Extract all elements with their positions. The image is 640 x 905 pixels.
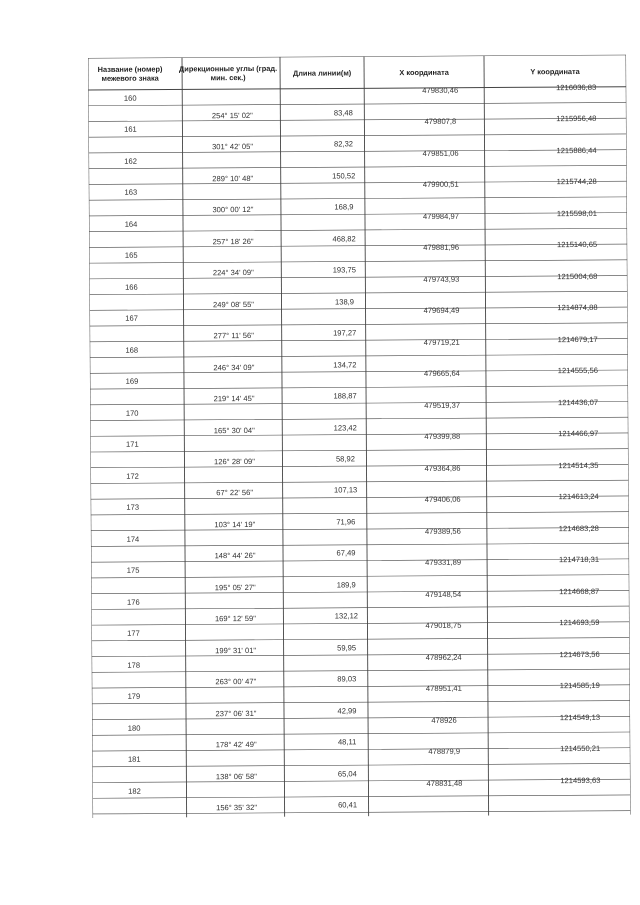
point-x-coordinate: 479665,64 xyxy=(423,369,460,379)
segment-direction-angle: 300° 00' 12" xyxy=(212,205,254,215)
row-rule xyxy=(88,102,626,105)
point-y-coordinate: 1214436,07 xyxy=(557,397,599,407)
header-y: Y координата xyxy=(530,66,580,76)
segment-direction-angle: 195° 05' 27" xyxy=(214,582,256,593)
row-rule xyxy=(91,543,629,546)
segment-direction-angle: 224° 34' 09" xyxy=(212,268,254,278)
point-name: 165 xyxy=(124,251,138,261)
header-length: Длина линии(м) xyxy=(292,67,352,78)
point-name: 174 xyxy=(126,534,140,544)
row-rule xyxy=(92,701,630,704)
point-y-coordinate: 1215140,65 xyxy=(556,240,598,250)
point-name: 176 xyxy=(126,597,140,607)
point-y-coordinate: 1214550,21 xyxy=(560,743,601,754)
segment-direction-angle: 138° 06' 58" xyxy=(215,771,257,782)
segment-direction-angle: 178° 42' 49" xyxy=(215,740,257,750)
point-x-coordinate: 479807,8 xyxy=(424,117,457,127)
point-y-coordinate: 1214679,17 xyxy=(557,334,598,344)
segment-direction-angle: 237° 06' 31" xyxy=(215,708,257,719)
row-rule xyxy=(89,291,627,294)
point-x-coordinate: 478831,48 xyxy=(426,778,463,788)
row-rule xyxy=(90,386,628,389)
point-x-coordinate: 479406,06 xyxy=(424,494,461,505)
segment-length: 168,9 xyxy=(334,202,354,212)
segment-direction-angle: 249° 08' 55" xyxy=(212,299,255,309)
segment-direction-angle: 103° 14' 19" xyxy=(214,519,256,530)
point-y-coordinate: 1214585,19 xyxy=(559,680,600,691)
point-x-coordinate: 478962,24 xyxy=(425,652,462,662)
point-y-coordinate: 1214613,24 xyxy=(558,492,599,502)
segment-direction-angle: 263° 00' 47" xyxy=(215,677,257,687)
point-name: 166 xyxy=(125,282,138,292)
segment-direction-angle: 169° 12' 59" xyxy=(214,614,256,624)
point-y-coordinate: 1214683,28 xyxy=(558,523,599,533)
row-rule xyxy=(92,638,630,641)
segment-length: 67,49 xyxy=(336,548,356,558)
point-y-coordinate: 1214874,88 xyxy=(557,303,598,313)
point-name: 181 xyxy=(127,754,141,764)
segment-length: 48,11 xyxy=(337,737,357,747)
point-y-coordinate: 1215886,44 xyxy=(556,145,597,156)
row-rule xyxy=(89,228,627,231)
point-y-coordinate: 1214718,31 xyxy=(558,555,600,565)
point-x-coordinate: 479851,06 xyxy=(422,148,459,158)
segment-direction-angle: 301° 42' 05" xyxy=(212,142,254,152)
segment-direction-angle: 156° 35' 32" xyxy=(216,803,258,813)
point-name: 170 xyxy=(125,408,139,418)
point-name: 168 xyxy=(125,345,139,355)
segment-direction-angle: 277° 11' 56" xyxy=(213,331,254,341)
point-x-coordinate: 479364,86 xyxy=(424,463,461,473)
point-x-coordinate: 479389,56 xyxy=(424,526,461,536)
point-x-coordinate: 479018,75 xyxy=(425,620,462,631)
point-name: 169 xyxy=(125,376,139,387)
row-rule xyxy=(93,795,631,798)
point-name: 160 xyxy=(123,93,137,103)
point-y-coordinate: 1214673,56 xyxy=(559,649,600,659)
row-rule xyxy=(92,763,630,766)
point-name: 162 xyxy=(124,156,137,166)
point-x-coordinate: 479881,96 xyxy=(423,243,460,253)
point-x-coordinate: 479331,89 xyxy=(425,557,462,568)
point-name: 180 xyxy=(127,723,141,733)
point-name: 161 xyxy=(124,125,137,135)
segment-direction-angle: 257° 18' 26" xyxy=(212,236,254,246)
segment-length: 150,52 xyxy=(332,171,356,181)
segment-length: 71,96 xyxy=(336,517,356,527)
segment-direction-angle: 126° 28' 09" xyxy=(213,456,255,467)
segment-length: 193,75 xyxy=(332,265,356,275)
segment-length: 83,48 xyxy=(333,108,353,118)
segment-length: 134,72 xyxy=(333,359,357,370)
row-rule xyxy=(89,197,627,200)
point-name: 163 xyxy=(124,188,138,198)
segment-length: 65,04 xyxy=(337,769,357,779)
point-y-coordinate: 1215598,01 xyxy=(556,208,597,219)
point-y-coordinate: 1215744,28 xyxy=(556,177,597,187)
row-rule xyxy=(91,575,629,578)
row-rule xyxy=(91,606,629,609)
point-name: 179 xyxy=(127,691,141,701)
point-y-coordinate: 1214668,87 xyxy=(559,586,600,596)
point-name: 182 xyxy=(128,786,141,796)
row-rule xyxy=(93,811,631,814)
segment-length: 132,12 xyxy=(334,611,359,621)
row-rule xyxy=(91,480,629,483)
segment-length: 58,92 xyxy=(335,454,355,464)
segment-length: 468,82 xyxy=(332,234,356,244)
segment-length: 189,9 xyxy=(336,580,356,590)
segment-length: 60,41 xyxy=(338,800,358,810)
segment-direction-angle: 199° 31' 01" xyxy=(215,645,257,656)
row-rule xyxy=(89,165,627,168)
row-rule xyxy=(92,669,630,672)
header-angle: Дирекционные углы (град. мин. сек.) xyxy=(178,63,278,83)
point-y-coordinate: 1215004,68 xyxy=(557,271,598,281)
segment-length: 59,95 xyxy=(337,643,357,653)
segment-direction-angle: 67° 22' 56" xyxy=(216,488,254,498)
point-name: 164 xyxy=(124,219,138,229)
point-x-coordinate: 479743,93 xyxy=(423,274,460,284)
point-y-coordinate: 1214693,59 xyxy=(559,618,600,628)
row-rule xyxy=(90,354,628,357)
point-name: 177 xyxy=(127,628,140,638)
coordinates-table xyxy=(88,55,631,818)
segment-length: 188,87 xyxy=(333,391,357,401)
row-rule xyxy=(90,417,628,420)
point-x-coordinate: 479900,51 xyxy=(422,180,459,190)
row-rule xyxy=(90,449,628,452)
point-x-coordinate: 478879,9 xyxy=(428,746,461,756)
segment-direction-angle: 254° 15' 02" xyxy=(211,110,253,120)
point-x-coordinate: 479830,46 xyxy=(422,85,459,95)
point-name: 172 xyxy=(126,471,139,481)
point-y-coordinate: 1214549,13 xyxy=(559,712,601,722)
point-x-coordinate: 479519,37 xyxy=(424,400,461,410)
point-name: 175 xyxy=(126,565,140,575)
point-x-coordinate: 478951,41 xyxy=(425,683,462,694)
row-rule xyxy=(90,323,628,326)
point-y-coordinate: 1214593,63 xyxy=(560,775,601,785)
point-x-coordinate: 479719,21 xyxy=(423,337,460,347)
header-x: X координата xyxy=(399,67,449,77)
point-y-coordinate: 1216036,83 xyxy=(556,82,597,93)
segment-length: 89,03 xyxy=(337,674,357,684)
point-name: 171 xyxy=(125,439,139,450)
header-name: Название (номер) межевого знака xyxy=(97,64,163,83)
segment-direction-angle: 246° 34' 09" xyxy=(213,362,255,372)
row-rule xyxy=(92,732,630,735)
point-y-coordinate: 1214466,97 xyxy=(558,429,599,439)
segment-length: 138,9 xyxy=(334,296,355,307)
segment-length: 107,13 xyxy=(333,485,358,495)
point-x-coordinate: 479148,54 xyxy=(425,589,462,599)
segment-direction-angle: 148° 44' 26" xyxy=(214,551,256,561)
row-rule xyxy=(91,512,629,515)
point-y-coordinate: 1215956,48 xyxy=(556,114,597,124)
point-y-coordinate: 1214514,35 xyxy=(558,460,599,470)
row-rule xyxy=(88,134,626,137)
segment-length: 123,42 xyxy=(333,422,357,433)
point-x-coordinate: 479694,49 xyxy=(423,306,460,316)
point-name: 178 xyxy=(127,660,141,670)
point-name: 167 xyxy=(125,314,138,324)
point-x-coordinate: 479399,88 xyxy=(424,431,461,442)
segment-length: 42,99 xyxy=(337,706,357,716)
row-rule xyxy=(89,260,627,263)
segment-direction-angle: 289° 10' 48" xyxy=(212,173,254,183)
point-name: 173 xyxy=(126,502,140,512)
segment-length: 82,32 xyxy=(333,139,354,149)
segment-direction-angle: 219° 14' 45" xyxy=(213,394,255,404)
point-x-coordinate: 478926 xyxy=(431,715,457,725)
segment-length: 197,27 xyxy=(333,328,357,338)
segment-direction-angle: 165° 30' 04" xyxy=(213,425,255,435)
point-x-coordinate: 479984,97 xyxy=(422,211,459,221)
point-y-coordinate: 1214555,56 xyxy=(557,366,598,376)
